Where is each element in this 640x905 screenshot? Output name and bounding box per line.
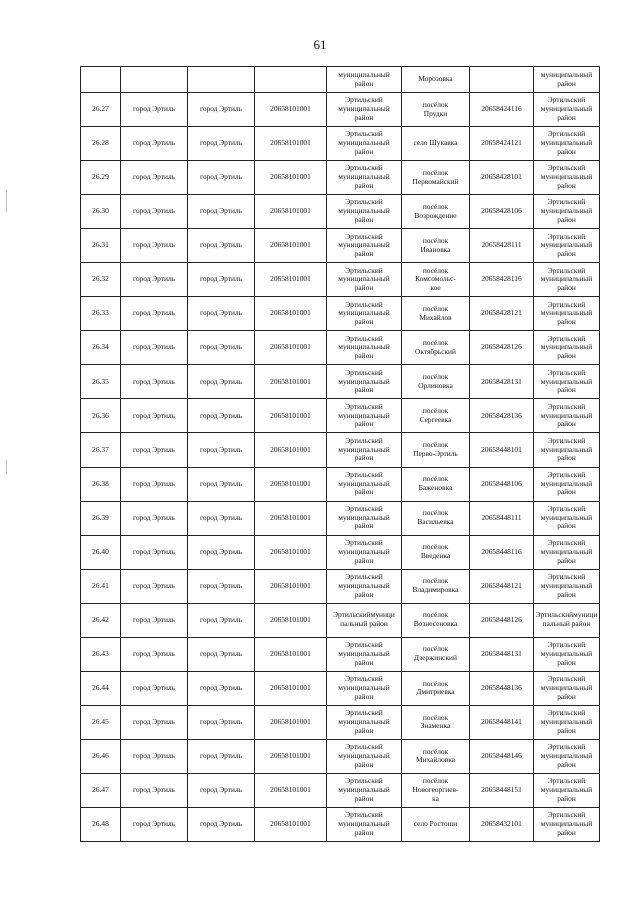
table-row bbox=[81, 67, 600, 93]
cell-oktmo: 20658101001 bbox=[255, 773, 327, 807]
cell-locality-code bbox=[470, 67, 534, 93]
cell-number: 26.48 bbox=[81, 807, 121, 841]
cell-settlement: город Эртиль bbox=[121, 229, 188, 263]
cell-number: 26.29 bbox=[81, 161, 121, 195]
cell-number: 26.27 bbox=[81, 93, 121, 127]
cell-district bbox=[188, 67, 255, 93]
table-row bbox=[81, 229, 600, 263]
registry-table bbox=[80, 66, 600, 842]
cell-locality-municipality: Эртильский муниципальный район bbox=[534, 535, 600, 569]
cell-locality-municipality: Эртильский муниципальный район bbox=[534, 773, 600, 807]
cell-locality-code: 20658428106 bbox=[470, 195, 534, 229]
cell-settlement: город Эртиль bbox=[121, 195, 188, 229]
table-row bbox=[81, 93, 600, 127]
cell-locality-municipality: Эртильский муниципальный район bbox=[534, 705, 600, 739]
cell-settlement: город Эртиль bbox=[121, 535, 188, 569]
cell-municipality: Эртильский муниципальный район bbox=[327, 229, 402, 263]
cell-locality-municipality: Эртильский муниципальный район bbox=[534, 297, 600, 331]
cell-municipality: Эртильский муниципальный район bbox=[327, 195, 402, 229]
cell-settlement: город Эртиль bbox=[121, 399, 188, 433]
table-row bbox=[81, 773, 600, 807]
cell-number: 26.46 bbox=[81, 739, 121, 773]
cell-municipality: Эртильский муниципальный район bbox=[327, 365, 402, 399]
cell-oktmo: 20658101001 bbox=[255, 331, 327, 365]
table-row bbox=[81, 297, 600, 331]
cell-settlement: город Эртиль bbox=[121, 331, 188, 365]
cell-oktmo: 20658101001 bbox=[255, 93, 327, 127]
cell-municipality: Эртильский муниципальный район bbox=[327, 433, 402, 467]
cell-locality: посёлок Орлиновка bbox=[402, 365, 470, 399]
cell-settlement: город Эртиль bbox=[121, 671, 188, 705]
cell-locality-municipality: Эртильский муниципальный район bbox=[534, 229, 600, 263]
cell-locality-municipality: Эртильский муниципальный район bbox=[534, 195, 600, 229]
cell-locality: посёлок Возрождение bbox=[402, 195, 470, 229]
cell-district: город Эртиль bbox=[188, 195, 255, 229]
table-row bbox=[81, 433, 600, 467]
cell-locality: посёлок Васильевка bbox=[402, 501, 470, 535]
cell-locality: посёлок Баженовка bbox=[402, 467, 470, 501]
cell-district: город Эртиль bbox=[188, 331, 255, 365]
cell-locality-municipality: Эртильский муниципальный район bbox=[534, 671, 600, 705]
table-row bbox=[81, 467, 600, 501]
cell-municipality: муниципальный район bbox=[327, 67, 402, 93]
cell-oktmo: 20658101001 bbox=[255, 229, 327, 263]
cell-district: город Эртиль bbox=[188, 671, 255, 705]
cell-municipality: Эртильский муниципальный район bbox=[327, 93, 402, 127]
cell-settlement: город Эртиль bbox=[121, 297, 188, 331]
cell-locality-code: 20658432101 bbox=[470, 807, 534, 841]
cell-locality-municipality: Эртильский муниципальный район bbox=[534, 467, 600, 501]
cell-locality: Морозовка bbox=[402, 67, 470, 93]
cell-locality-code: 20658428126 bbox=[470, 331, 534, 365]
cell-locality-municipality: Эртильский муниципальный район bbox=[534, 433, 600, 467]
cell-locality: посёлок Вознесеновка bbox=[402, 603, 470, 637]
table-row bbox=[81, 195, 600, 229]
cell-number: 26.31 bbox=[81, 229, 121, 263]
cell-district: город Эртиль bbox=[188, 705, 255, 739]
table-row bbox=[81, 331, 600, 365]
cell-district: город Эртиль bbox=[188, 569, 255, 603]
cell-oktmo: 20658101001 bbox=[255, 671, 327, 705]
cell-number: 26.37 bbox=[81, 433, 121, 467]
cell-oktmo: 20658101001 bbox=[255, 705, 327, 739]
table-row bbox=[81, 399, 600, 433]
cell-locality-code: 20658424116 bbox=[470, 93, 534, 127]
cell-locality-code: 20658448141 bbox=[470, 705, 534, 739]
cell-locality-municipality: Эртильский муниципальный район bbox=[534, 637, 600, 671]
cell-settlement: город Эртиль bbox=[121, 807, 188, 841]
cell-municipality: Эртильский муниципальный район bbox=[327, 297, 402, 331]
cell-locality-municipality: Эртильский муниципальный район bbox=[534, 161, 600, 195]
page-number: 61 bbox=[313, 37, 327, 52]
cell-locality: посёлок Михайловка bbox=[402, 739, 470, 773]
cell-settlement: город Эртиль bbox=[121, 569, 188, 603]
cell-locality-code: 20658448136 bbox=[470, 671, 534, 705]
cell-locality-code: 20658448111 bbox=[470, 501, 534, 535]
cell-number: 26.43 bbox=[81, 637, 121, 671]
cell-number: 26.38 bbox=[81, 467, 121, 501]
cell-district: город Эртиль bbox=[188, 161, 255, 195]
table-row bbox=[81, 603, 600, 637]
cell-district: город Эртиль bbox=[188, 297, 255, 331]
cell-locality-municipality: Эртильский муниципальный район bbox=[534, 501, 600, 535]
cell-oktmo: 20658101001 bbox=[255, 637, 327, 671]
cell-locality: село Ростоши bbox=[402, 807, 470, 841]
cell-district: город Эртиль bbox=[188, 603, 255, 637]
cell-locality-municipality: Эртильский муниципальный район bbox=[534, 569, 600, 603]
cell-settlement: город Эртиль bbox=[121, 263, 188, 297]
cell-municipality: Эртильскиймуници пальный район bbox=[327, 603, 402, 637]
cell-oktmo: 20658101001 bbox=[255, 365, 327, 399]
cell-settlement: город Эртиль bbox=[121, 433, 188, 467]
table-row bbox=[81, 161, 600, 195]
cell-settlement: город Эртиль bbox=[121, 739, 188, 773]
cell-district: город Эртиль bbox=[188, 229, 255, 263]
cell-number: 26.39 bbox=[81, 501, 121, 535]
cell-locality-code: 20658424121 bbox=[470, 127, 534, 161]
cell-municipality: Эртильский муниципальный район bbox=[327, 331, 402, 365]
cell-settlement: город Эртиль bbox=[121, 93, 188, 127]
cell-locality-code: 20658428111 bbox=[470, 229, 534, 263]
cell-number: 26.30 bbox=[81, 195, 121, 229]
cell-locality-code: 20658448106 bbox=[470, 467, 534, 501]
cell-number: 26.40 bbox=[81, 535, 121, 569]
table-row bbox=[81, 365, 600, 399]
cell-settlement: город Эртиль bbox=[121, 365, 188, 399]
cell-oktmo: 20658101001 bbox=[255, 127, 327, 161]
cell-locality-municipality: Эртильский муниципальный район bbox=[534, 807, 600, 841]
cell-number: 26.36 bbox=[81, 399, 121, 433]
cell-settlement bbox=[121, 67, 188, 93]
cell-municipality: Эртильский муниципальный район bbox=[327, 161, 402, 195]
cell-locality: посёлок Ивановка bbox=[402, 229, 470, 263]
cell-oktmo: 20658101001 bbox=[255, 297, 327, 331]
table-row bbox=[81, 569, 600, 603]
cell-locality: посёлок Октябрьский bbox=[402, 331, 470, 365]
cell-municipality: Эртильский муниципальный район bbox=[327, 263, 402, 297]
cell-locality-code: 20658448126 bbox=[470, 603, 534, 637]
cell-oktmo: 20658101001 bbox=[255, 433, 327, 467]
cell-locality-code: 20658428101 bbox=[470, 161, 534, 195]
cell-settlement: город Эртиль bbox=[121, 161, 188, 195]
cell-district: город Эртиль bbox=[188, 433, 255, 467]
cell-locality-code: 20658428136 bbox=[470, 399, 534, 433]
cell-locality-municipality: Эртильский муниципальный район bbox=[534, 127, 600, 161]
table-row bbox=[81, 501, 600, 535]
cell-locality-municipality: муниципальный район bbox=[534, 67, 600, 93]
cell-municipality: Эртильский муниципальный район bbox=[327, 705, 402, 739]
cell-locality: посёлок Сергеевка bbox=[402, 399, 470, 433]
cell-number: 26.35 bbox=[81, 365, 121, 399]
cell-settlement: город Эртиль bbox=[121, 773, 188, 807]
cell-district: город Эртиль bbox=[188, 535, 255, 569]
cell-district: город Эртиль bbox=[188, 127, 255, 161]
table-row bbox=[81, 127, 600, 161]
cell-locality: посёлок Знаменка bbox=[402, 705, 470, 739]
cell-oktmo: 20658101001 bbox=[255, 569, 327, 603]
cell-oktmo: 20658101001 bbox=[255, 467, 327, 501]
cell-locality-code: 20658448121 bbox=[470, 569, 534, 603]
cell-locality-municipality: Эртильский муниципальный район bbox=[534, 331, 600, 365]
cell-locality-code: 20658448131 bbox=[470, 637, 534, 671]
cell-oktmo: 20658101001 bbox=[255, 501, 327, 535]
cell-locality-code: 20658448101 bbox=[470, 433, 534, 467]
cell-number: 26.47 bbox=[81, 773, 121, 807]
cell-district: город Эртиль bbox=[188, 739, 255, 773]
cell-locality-code: 20658428121 bbox=[470, 297, 534, 331]
cell-district: город Эртиль bbox=[188, 773, 255, 807]
cell-locality: посёлок Новогеоргиев- ка bbox=[402, 773, 470, 807]
cell-locality-code: 20658448151 bbox=[470, 773, 534, 807]
cell-oktmo: 20658101001 bbox=[255, 263, 327, 297]
table-row bbox=[81, 637, 600, 671]
cell-district: город Эртиль bbox=[188, 807, 255, 841]
cell-oktmo: 20658101001 bbox=[255, 161, 327, 195]
cell-municipality: Эртильский муниципальный район bbox=[327, 535, 402, 569]
cell-municipality: Эртильский муниципальный район bbox=[327, 637, 402, 671]
cell-municipality: Эртильский муниципальный район bbox=[327, 569, 402, 603]
cell-number: 26.44 bbox=[81, 671, 121, 705]
cell-locality: посёлок Введенка bbox=[402, 535, 470, 569]
cell-municipality: Эртильский муниципальный район bbox=[327, 467, 402, 501]
cell-district: город Эртиль bbox=[188, 637, 255, 671]
cell-municipality: Эртильский муниципальный район bbox=[327, 671, 402, 705]
cell-locality-code: 20658428116 bbox=[470, 263, 534, 297]
cell-locality: посёлок Владимировка bbox=[402, 569, 470, 603]
table-body bbox=[81, 67, 600, 842]
table-row bbox=[81, 705, 600, 739]
cell-locality-code: 20658428131 bbox=[470, 365, 534, 399]
cell-district: город Эртиль bbox=[188, 93, 255, 127]
cell-municipality: Эртильский муниципальный район bbox=[327, 739, 402, 773]
cell-municipality: Эртильский муниципальный район bbox=[327, 807, 402, 841]
cell-settlement: город Эртиль bbox=[121, 467, 188, 501]
cell-municipality: Эртильский муниципальный район bbox=[327, 501, 402, 535]
cell-locality: посёлок Михайлов bbox=[402, 297, 470, 331]
cell-oktmo: 20658101001 bbox=[255, 535, 327, 569]
cell-number: 26.28 bbox=[81, 127, 121, 161]
cell-oktmo: 20658101001 bbox=[255, 603, 327, 637]
cell-settlement: город Эртиль bbox=[121, 603, 188, 637]
cell-district: город Эртиль bbox=[188, 365, 255, 399]
cell-number: 26.34 bbox=[81, 331, 121, 365]
cell-oktmo: 20658101001 bbox=[255, 399, 327, 433]
cell-locality: посёлок Дмитриевка bbox=[402, 671, 470, 705]
cell-locality-municipality: Эртильскиймуници пальный район bbox=[534, 603, 600, 637]
cell-district: город Эртиль bbox=[188, 399, 255, 433]
cell-settlement: город Эртиль bbox=[121, 637, 188, 671]
cell-locality-code: 20658448116 bbox=[470, 535, 534, 569]
cell-number bbox=[81, 67, 121, 93]
cell-district: город Эртиль bbox=[188, 263, 255, 297]
cell-settlement: город Эртиль bbox=[121, 501, 188, 535]
cell-locality-municipality: Эртильский муниципальный район bbox=[534, 365, 600, 399]
cell-settlement: город Эртиль bbox=[121, 127, 188, 161]
cell-number: 26.45 bbox=[81, 705, 121, 739]
cell-number: 26.33 bbox=[81, 297, 121, 331]
cell-locality-municipality: Эртильский муниципальный район bbox=[534, 399, 600, 433]
cell-oktmo bbox=[255, 67, 327, 93]
cell-number: 26.42 bbox=[81, 603, 121, 637]
cell-locality-municipality: Эртильский муниципальный район bbox=[534, 739, 600, 773]
cell-district: город Эртиль bbox=[188, 501, 255, 535]
cell-district: город Эртиль bbox=[188, 467, 255, 501]
cell-locality: посёлок Прудки bbox=[402, 93, 470, 127]
cell-locality-municipality: Эртильский муниципальный район bbox=[534, 263, 600, 297]
binding-mark bbox=[6, 190, 7, 212]
cell-oktmo: 20658101001 bbox=[255, 739, 327, 773]
cell-locality: посёлок Первомайский bbox=[402, 161, 470, 195]
binding-mark bbox=[6, 460, 7, 474]
cell-oktmo: 20658101001 bbox=[255, 807, 327, 841]
table-row bbox=[81, 263, 600, 297]
cell-locality: посёлок Дзержинский bbox=[402, 637, 470, 671]
table-row bbox=[81, 807, 600, 841]
table-row bbox=[81, 535, 600, 569]
cell-municipality: Эртильский муниципальный район bbox=[327, 127, 402, 161]
cell-oktmo: 20658101001 bbox=[255, 195, 327, 229]
cell-municipality: Эртильский муниципальный район bbox=[327, 773, 402, 807]
cell-locality: посёлок Комсомольс- кое bbox=[402, 263, 470, 297]
table-row bbox=[81, 739, 600, 773]
cell-locality: село Шукавка bbox=[402, 127, 470, 161]
cell-number: 26.32 bbox=[81, 263, 121, 297]
cell-number: 26.41 bbox=[81, 569, 121, 603]
cell-locality: посёлок Перво-Эртиль bbox=[402, 433, 470, 467]
table-row bbox=[81, 671, 600, 705]
cell-locality-municipality: Эртильский муниципальный район bbox=[534, 93, 600, 127]
cell-municipality: Эртильский муниципальный район bbox=[327, 399, 402, 433]
cell-locality-code: 20658448146 bbox=[470, 739, 534, 773]
cell-settlement: город Эртиль bbox=[121, 705, 188, 739]
